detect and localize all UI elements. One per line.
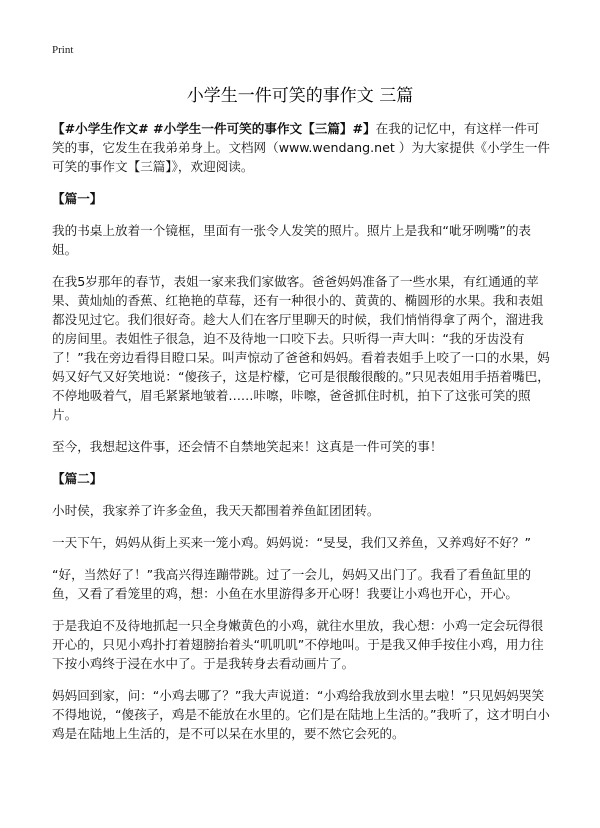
intro-tag: 【#小学生作文# #小学生一件可笑的事作文【三篇】#】 xyxy=(52,121,376,136)
paragraph: 在我5岁那年的春节，表姐一家来我们家做客。爸爸妈妈准备了一些水果，有红通通的苹果、黄灿灿的香蕉、红艳艳的草莓，还有一种很小的、黄黄的、椭圆形的水果。我和表姐都没见过它。我们很好奇。趁大人们在客厅里聊天的时候，我们悄悄得拿了两个，溜进我的房间里。表姐性子很急，迫不及待地一口咬下去。只听得一声大叫：“我的牙齿没有了！”我在旁边看得目瞪口呆。叫声惊动了爸爸和妈妈。看着表姐手上咬了一口的水果，妈妈又好气又好笑地说：“傻孩子，这是柠檬，它可是很酸很酸的。”只见表姐用手捂着嘴巴，不停地吸着气，眉毛紧紧地皱着……咔嚓，咔嚓，爸爸抓住时机，拍下了这张可笑的照片。 xyxy=(52,274,550,422)
page-title: 小学生一件可笑的事作文 三篇 xyxy=(186,86,414,106)
paragraph: 至今，我想起这件事，还会情不自禁地笑起来！这真是一件可笑的事！ xyxy=(52,439,443,454)
paragraph: 于是我迫不及待地抓起一只全身嫩黄色的小鸡，就往水里放，我心想：小鸡一定会玩得很开心的，只见小鸡扑打着翅膀抬着头“叽叽叽”不停地叫。于是我又伸手按住小鸡，用力往下按小鸡终于浸在水中了。于是我转身去看动画片了。 xyxy=(52,618,544,671)
paragraph: 妈妈回到家，问：“小鸡去哪了？”我大声说道：“小鸡给我放到水里去啦！”只见妈妈哭笑不得地说，“傻孩子，鸡是不能放在水里的。它们是在陆地上生活的。”我听了，这才明白小鸡是在陆地上生活的，是不可以呆在水里的，要不然它会死的。 xyxy=(52,688,550,741)
paragraph: 一天下午，妈妈从街上买来一笼小鸡。妈妈说：“旻旻，我们又养鱼，又养鸡好不好？” xyxy=(52,535,532,550)
section-heading-1: 【篇一】 xyxy=(52,191,103,206)
paragraph: 小时侯，我家养了许多金鱼，我天天都围着养鱼缸团团转。 xyxy=(52,503,380,518)
section-heading-2: 【篇二】 xyxy=(52,471,103,486)
print-link[interactable]: Print xyxy=(52,44,74,56)
intro-paragraph xyxy=(52,119,550,176)
paragraph: 我的书桌上放着一个镜框，里面有一张令人发笑的照片。照片上是我和“呲牙咧嘴”的表姐。 xyxy=(52,223,532,257)
paragraph: “好，当然好了！”我高兴得连蹦带跳。过了一会儿，妈妈又出门了。我看了看鱼缸里的鱼，又看了看笼里的鸡，想：小鱼在水里游得多开心呀！我要让小鸡也开心，开心。 xyxy=(52,567,532,601)
intro-text: 在我的记忆中，有这样一件可笑的事，它发生在我弟弟身上。文档网（www.wendang.net ）为大家提供《小学生一件可笑的事作文【三篇】》，欢迎阅读。 xyxy=(52,121,550,174)
article-body xyxy=(52,119,550,756)
